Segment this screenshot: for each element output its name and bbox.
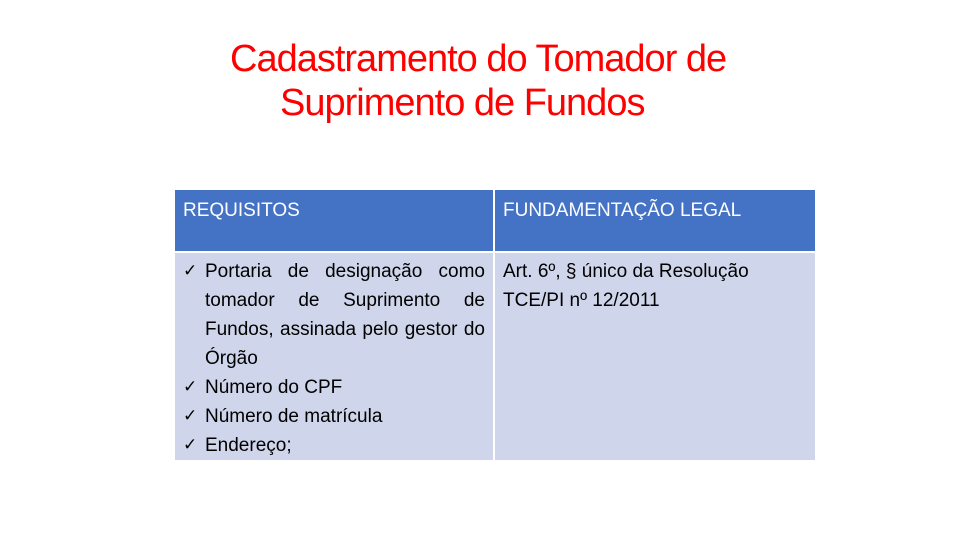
requirement-text: Número do CPF (205, 377, 343, 398)
header-requisitos: REQUISITOS (175, 190, 493, 251)
requirements-cell (175, 253, 493, 460)
requirement-item (183, 431, 485, 460)
requirement-text: Portaria de designação como tomador de Suprimento de Fundos, assinada pelo gestor do Órgão (205, 261, 485, 369)
slide-title-line-2: Suprimento de Fundos (280, 82, 645, 124)
header-fundamentacao-legal: FUNDAMENTAÇÃO LEGAL (495, 190, 815, 251)
requirement-text: Número de matrícula (205, 406, 383, 427)
legal-basis-text: Art. 6º, § único da Resolução TCE/PI nº 12/2011 (503, 261, 749, 311)
checkmark-icon: ✓ (183, 435, 198, 455)
checkmark-icon: ✓ (183, 406, 198, 426)
requirements-table (175, 190, 815, 460)
requirements-list (183, 257, 485, 460)
requirement-item (183, 402, 485, 431)
slide-title-line-1: Cadastramento do Tomador de (230, 38, 727, 80)
requirement-text: Endereço; (205, 435, 292, 456)
requirement-item (183, 373, 485, 402)
requirement-item (183, 257, 485, 373)
checkmark-icon: ✓ (183, 261, 198, 281)
legal-basis-cell (495, 253, 815, 460)
checkmark-icon: ✓ (183, 377, 198, 397)
